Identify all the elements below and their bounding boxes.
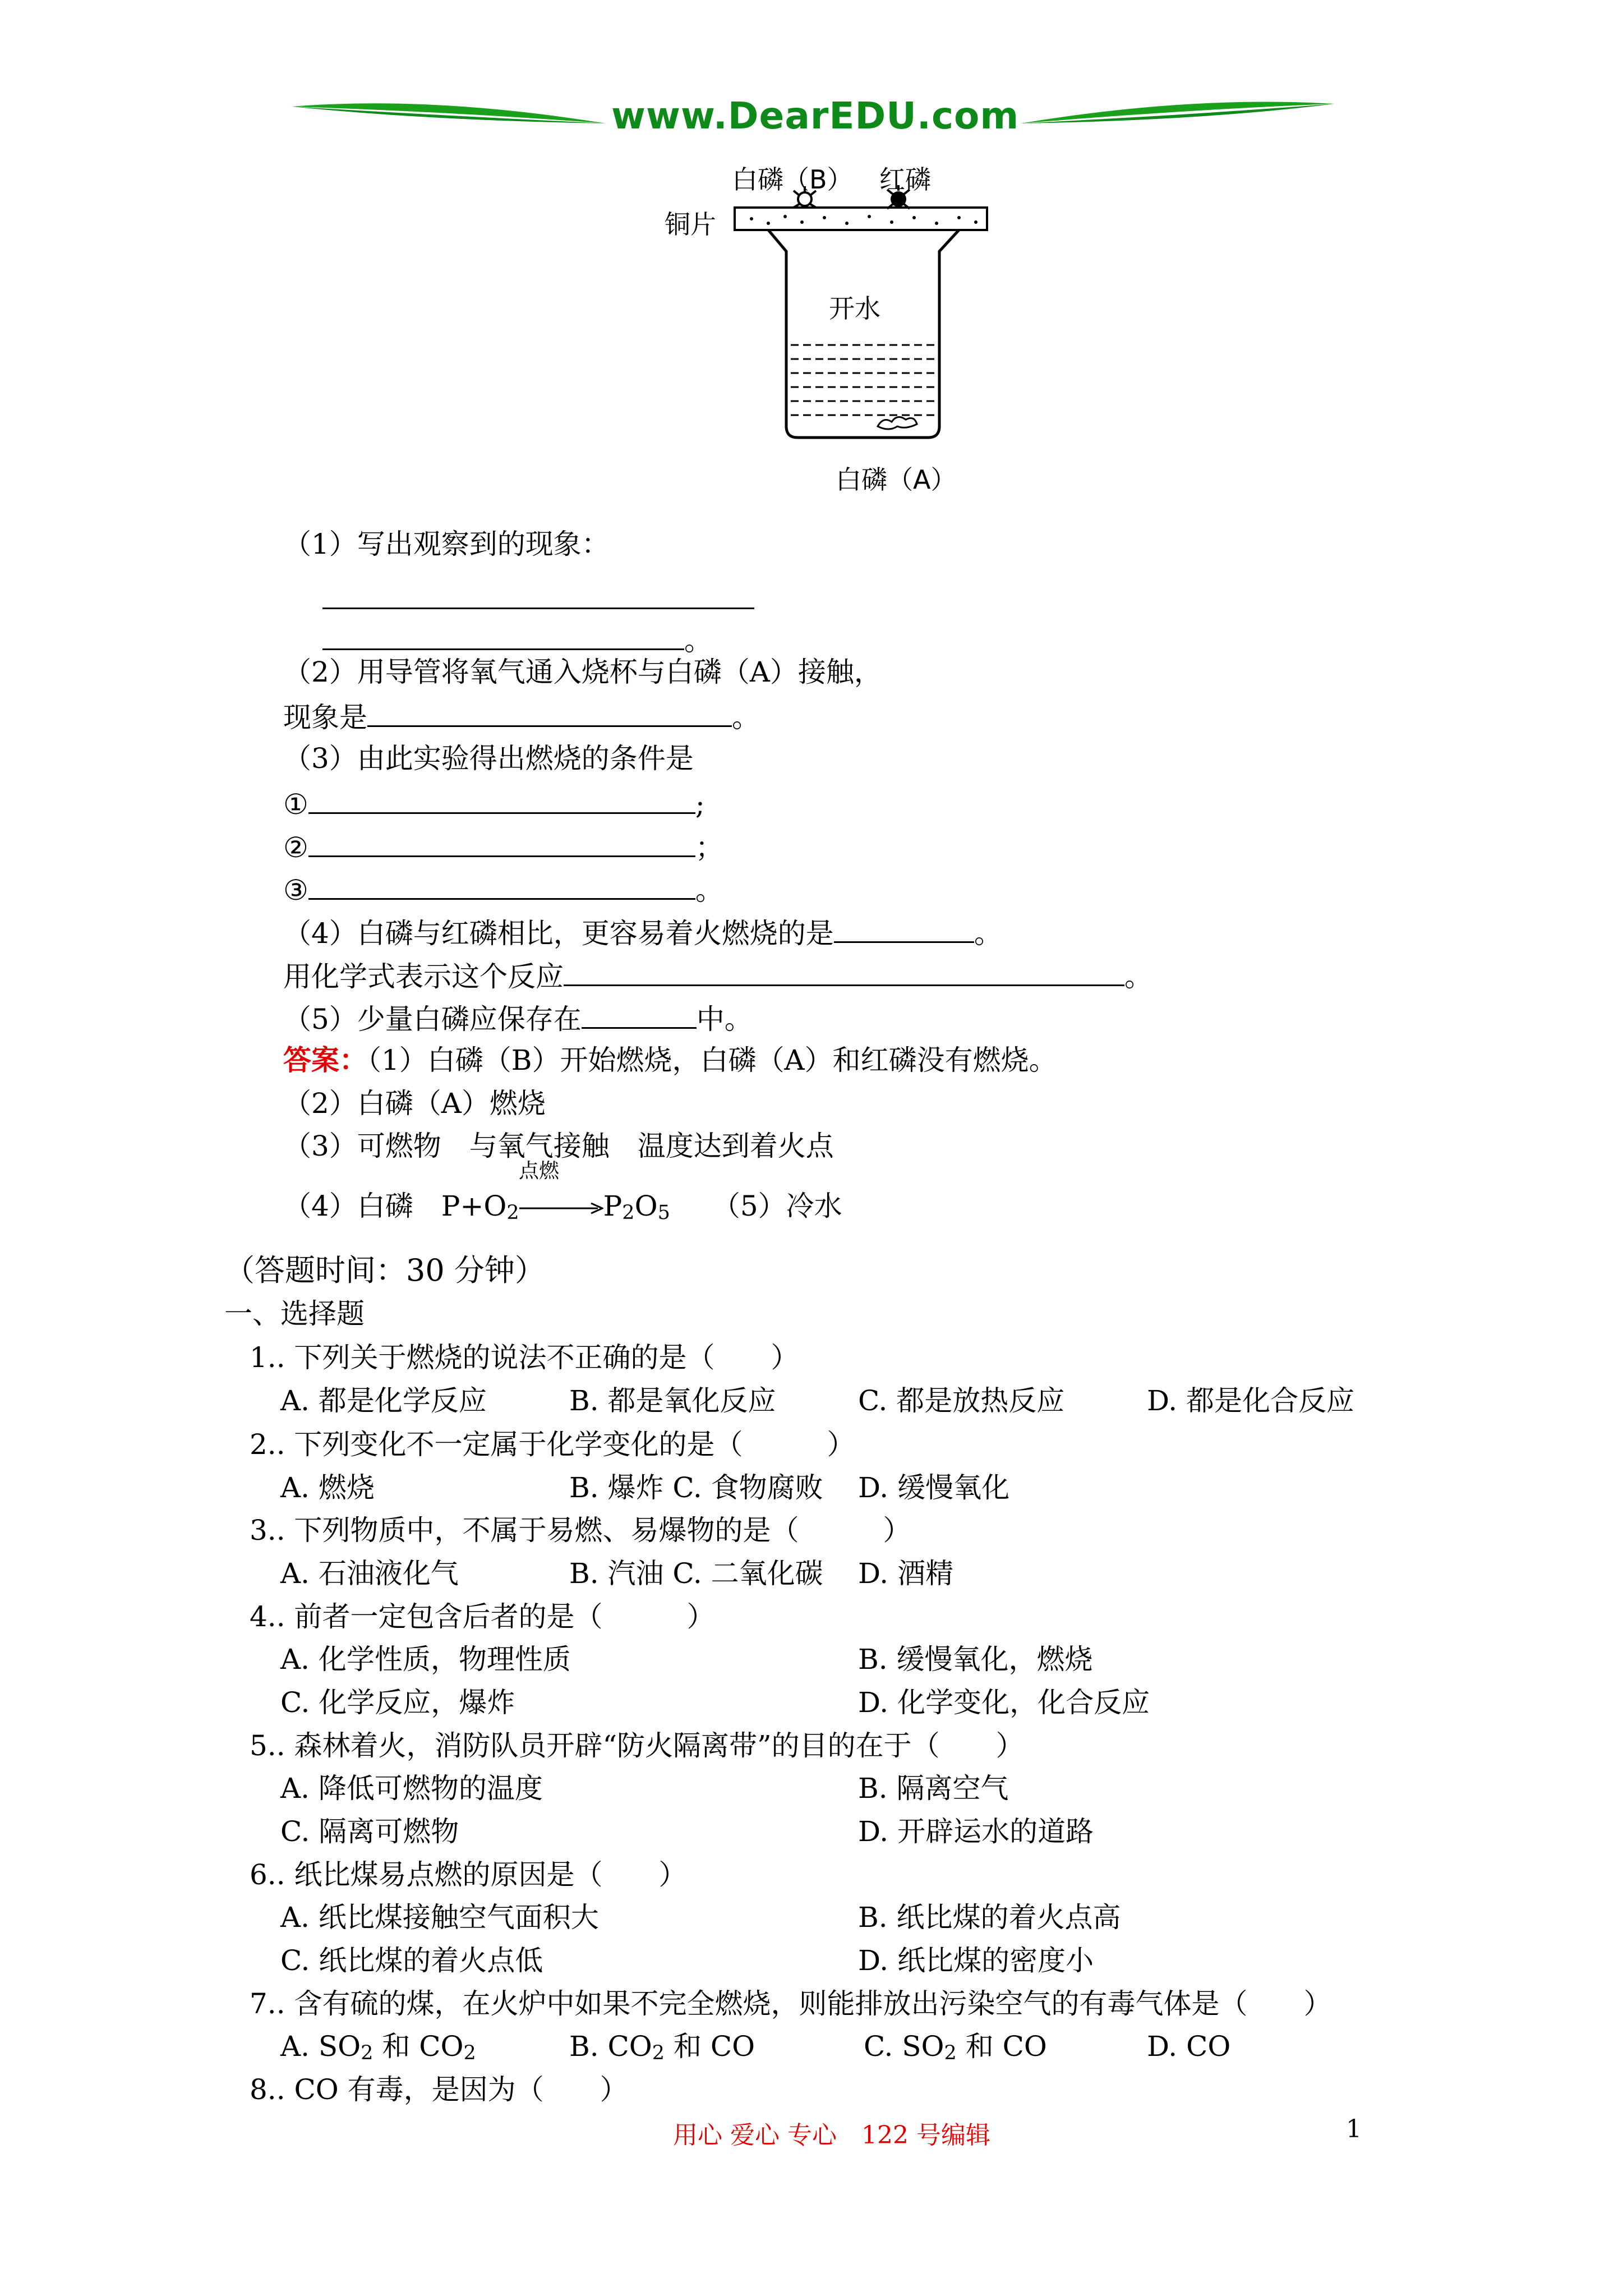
question-2b: 现象是 。 (283, 698, 760, 734)
answer-3: （3）可燃物 与氧气接触 温度达到着火点 (283, 1130, 834, 1162)
mcq-3-option-d[interactable]: D. 酒精 (858, 1557, 954, 1590)
question-5: （5）少量白磷应保存在 中。 (283, 1000, 753, 1036)
answer-label: 答案： (283, 1043, 367, 1076)
label-copper-sheet: 铜片 (665, 209, 716, 240)
answer-time: （答题时间：30 分钟） (224, 1253, 545, 1288)
mcq-7-option-d[interactable]: D. CO (1147, 2030, 1231, 2063)
answer-line-1a[interactable] (322, 581, 754, 616)
mcq-7-option-b[interactable]: B. $CO_2$ 和 CO (569, 2030, 755, 2064)
label-red-phosphorus: 红磷 (879, 164, 931, 195)
answer-4: （4）白磷 $P+O_2$ $P_2O_5$ （5）冷水 (283, 1190, 842, 1224)
answer-blank-2[interactable] (367, 698, 732, 727)
question-4b: 用化学式表示这个反应 。 (283, 958, 1152, 993)
label-white-phosphorus-b: 白磷（B） (732, 164, 853, 195)
mcq-7: 7.. 含有硫的煤，在火炉中如果不完全燃烧，则能排放出污染空气的有毒气体是（ ） (250, 1987, 1332, 2020)
condition-1: ① ; (283, 785, 705, 821)
mcq-5-option-a[interactable]: A. 降低可燃物的温度 (280, 1772, 543, 1805)
white-phosphorus-a-icon (878, 417, 917, 429)
answer-blank-3-2[interactable] (308, 829, 695, 857)
label-white-phosphorus-a: 白磷（A） (836, 464, 957, 495)
mcq-8: 8.. CO 有毒，是因为（ ） (250, 2073, 628, 2106)
footer-text: 用心 爱心 专心 122 号编辑 (673, 2121, 990, 2150)
page-number: 1 (1346, 2115, 1362, 2143)
section-heading: 一、选择题 (224, 1297, 365, 1330)
mcq-2-option-bc[interactable]: B. 爆炸 C. 食物腐败 (569, 1471, 823, 1504)
mcq-6-option-c[interactable]: C. 纸比煤的着火点低 (280, 1944, 543, 1977)
answer-line-1b[interactable]: 。 (322, 622, 712, 657)
mcq-5-option-d[interactable]: D. 开辟运水的道路 (858, 1815, 1094, 1848)
mcq-3-option-bc[interactable]: B. 汽油 C. 二氧化碳 (569, 1557, 823, 1590)
reaction-arrow-icon (519, 1200, 603, 1217)
answer-2: （2）白磷（A）燃烧 (283, 1087, 546, 1120)
answer-blank-4[interactable] (834, 914, 974, 943)
mcq-7-option-a[interactable]: A. $SO_2$ 和 $CO_2$ (280, 2030, 476, 2064)
mcq-4-option-c[interactable]: C. 化学反应，爆炸 (280, 1686, 515, 1719)
mcq-6-option-a[interactable]: A. 纸比煤接触空气面积大 (280, 1901, 599, 1934)
mcq-4: 4.. 前者一定包含后者的是（ ） (250, 1600, 715, 1633)
label-boiling-water: 开水 (829, 293, 880, 324)
mcq-5-option-c[interactable]: C. 隔离可燃物 (280, 1815, 459, 1848)
mcq-1-option-c[interactable]: C. 都是放热反应 (858, 1384, 1065, 1417)
mcq-3: 3.. 下列物质中，不属于易燃、易爆物的是（ ） (250, 1514, 911, 1547)
mcq-5-option-b[interactable]: B. 隔离空气 (858, 1772, 1009, 1805)
question-1: （1）写出观察到的现象： (283, 528, 610, 560)
question-4: （4）白磷与红磷相比，更容易着火燃烧的是 。 (283, 914, 1002, 950)
mcq-1: 1.. 下列关于燃烧的说法不正确的是（ ） (250, 1341, 799, 1374)
mcq-7-option-c[interactable]: C. $SO_2$ 和 CO (864, 2030, 1047, 2064)
mcq-2-option-a[interactable]: A. 燃烧 (280, 1471, 375, 1504)
mcq-1-option-b[interactable]: B. 都是氧化反应 (569, 1384, 776, 1417)
condition-3: ③ 。 (283, 871, 723, 907)
answer-blank-3-1[interactable] (308, 785, 695, 814)
answer-blank-4b[interactable] (564, 958, 1124, 986)
mcq-1-option-d[interactable]: D. 都是化合反应 (1147, 1384, 1355, 1417)
mcq-4-option-d[interactable]: D. 化学变化，化合反应 (858, 1686, 1150, 1719)
reaction-condition: 点燃 (519, 1159, 560, 1182)
site-logo[interactable]: www.DearEDU.com (611, 94, 1020, 137)
mcq-6: 6.. 纸比煤易点燃的原因是（ ） (250, 1858, 687, 1891)
mcq-6-option-b[interactable]: B. 纸比煤的着火点高 (858, 1901, 1121, 1934)
mcq-2-option-d[interactable]: D. 缓慢氧化 (858, 1471, 1010, 1504)
answer-blank-3-3[interactable] (308, 871, 695, 900)
question-3: （3）由此实验得出燃烧的条件是 (283, 742, 694, 775)
mcq-5: 5.. 森林着火，消防队员开辟“防火隔离带”的目的在于（ ） (250, 1729, 1024, 1762)
question-2: （2）用导管将氧气通入烧杯与白磷（A）接触， (283, 656, 882, 688)
mcq-2: 2.. 下列变化不一定属于化学变化的是（ ） (250, 1428, 855, 1461)
mcq-4-option-b[interactable]: B. 缓慢氧化，燃烧 (858, 1643, 1093, 1676)
mcq-1-option-a[interactable]: A. 都是化学反应 (280, 1384, 487, 1417)
mcq-3-option-a[interactable]: A. 石油液化气 (280, 1557, 459, 1590)
mcq-4-option-a[interactable]: A. 化学性质，物理性质 (280, 1643, 571, 1676)
mcq-6-option-d[interactable]: D. 纸比煤的密度小 (858, 1944, 1094, 1977)
condition-2: ② ； (283, 829, 723, 864)
answer-blank-5[interactable] (582, 1000, 697, 1029)
answer-1: 答案：（1）白磷（B）开始燃烧，白磷（A）和红磷没有燃烧。 (283, 1043, 1057, 1076)
